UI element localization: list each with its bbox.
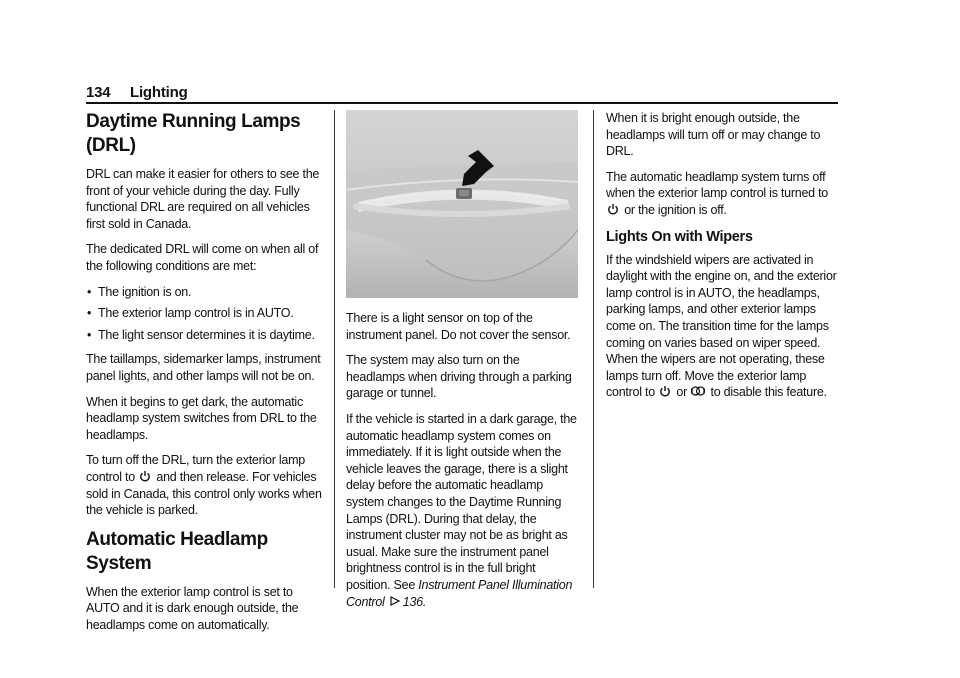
column-3 <box>606 110 840 410</box>
column-1 <box>86 110 324 642</box>
drl-paragraph-5 <box>86 452 324 518</box>
column-divider-1 <box>334 110 335 588</box>
wipers-p-before: If the windshield wipers are activated in daylight with the engine on, and the exterior lamp control is in AUTO, the headlamps, parking lamps, and other exterior lamps come on. The transition time for the lamps coming on varies based on wiper speed. When the wipers are not operating, these lamps turn off. Move the exterior lamp control to <box>606 252 837 400</box>
parking-lamp-icon <box>691 385 705 397</box>
power-icon <box>139 470 151 482</box>
section-title: Lighting <box>130 84 188 101</box>
auto-off-paragraph-2 <box>606 169 840 219</box>
auto-off-paragraph-1: When it is bright enough outside, the headlamps will turn off or may change to DRL. <box>606 111 821 159</box>
drl-p5-after: and then release. For vehicles sold in Canada, this control only works when the vehicle is parked. <box>86 469 322 518</box>
auto-headlamp-heading: Automatic Headlamp System <box>86 528 268 574</box>
sensor-p3-text: If the vehicle is started in a dark garage, the automatic headlamp system comes on immediately. If it is light outside when the vehicle leaves the garage, there is a slight delay before the automatic headlamp system changes to the Daytime Running Lamps (DRL). During that delay, the instrument cluster may not be as bright as usual. Make sure the instrument panel brightness control is in the full bright position. See <box>346 411 577 592</box>
page-number: 134 <box>86 84 111 101</box>
light-sensor-photo <box>346 110 578 298</box>
drl-paragraph-3: The taillamps, sidemarker lamps, instrument panel lights, and other lamps will not be on. <box>86 352 321 383</box>
instrument-panel-illumination-link[interactable]: Instrument Panel Illumination Control <box>346 577 573 609</box>
power-icon <box>659 385 671 397</box>
reference-page[interactable]: 136. <box>402 594 427 609</box>
list-item: • The ignition is on. <box>86 284 324 301</box>
page-ref-triangle-icon <box>389 595 401 607</box>
auto-off-p2-after: or the ignition is off. <box>624 202 727 217</box>
drl-p5-before: To turn off the DRL, turn the exterior lamp control to <box>86 453 305 484</box>
list-item: • The light sensor determines it is daytime. <box>86 327 324 344</box>
sensor-paragraph-2: The system may also turn on the headlamps when driving through a parking garage or tunnel. <box>346 353 572 401</box>
drl-heading: Daytime Running Lamps (DRL) <box>86 111 301 156</box>
drl-paragraph-4: When it begins to get dark, the automatic headlamp system switches from DRL to the headlamps. <box>86 394 317 442</box>
drl-paragraph-2: The dedicated DRL will come on when all of the following conditions are met: <box>86 242 319 273</box>
drl-paragraph-1: DRL can make it easier for others to see the front of your vehicle during the day. Fully functional DRL are required on all vehicles first sold in Canada. <box>86 167 320 231</box>
page-header <box>86 84 838 104</box>
column-divider-2 <box>593 110 594 588</box>
drl-conditions-list <box>86 284 324 344</box>
wipers-paragraph <box>606 252 840 401</box>
sensor-paragraph-3 <box>346 411 580 610</box>
list-item: • The exterior lamp control is in AUTO. <box>86 305 324 322</box>
auto-off-p2-before: The automatic headlamp system turns off when the exterior lamp control is turned to <box>606 169 829 201</box>
wipers-heading: Lights On with Wipers <box>606 228 753 245</box>
sensor-paragraph-1: There is a light sensor on top of the instrument panel. Do not cover the sensor. <box>346 311 571 342</box>
power-icon <box>607 203 619 215</box>
wipers-p-after: to disable this feature. <box>710 385 827 400</box>
column-2 <box>346 110 580 619</box>
wipers-p-or: or <box>676 385 688 400</box>
auto-headlamp-paragraph: When the exterior lamp control is set to AUTO and it is dark enough outside, the headlamps come on automatically. <box>86 584 299 632</box>
